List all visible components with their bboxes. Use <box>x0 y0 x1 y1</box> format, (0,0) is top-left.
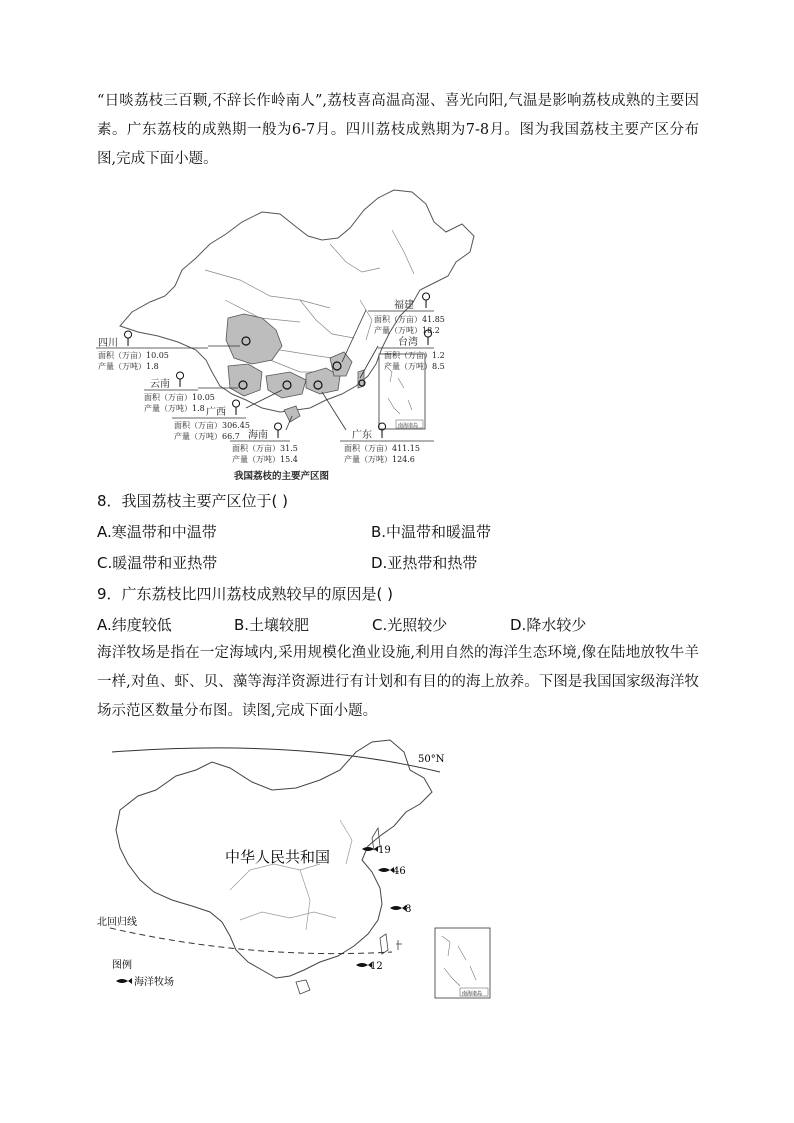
intro-paragraph-lychee: “日啖荔枝三百颗,不辞长作岭南人”,荔枝喜高温高湿、喜光向阳,气温是影响荔枝成熟的主要因素。广东荔枝的成熟期一般为6-7月。四川荔枝成熟期为7-8月。图为我国荔枝主要产区分布图,完成下面小题。 <box>97 93 699 167</box>
svg-text:面积（万亩）411.15: 面积（万亩）411.15 <box>344 444 420 453</box>
svg-text:面积（万亩）1.2: 面积（万亩）1.2 <box>384 351 445 360</box>
inset-label-2: 南海诸岛 <box>462 991 483 997</box>
svg-text:产量（万吨）1.8: 产量（万吨）1.8 <box>144 404 205 413</box>
q9-option-d[interactable]: D.降水较少 <box>510 616 587 634</box>
ranch-count-8: 8 <box>405 904 412 915</box>
legend-item: 海洋牧场 <box>134 977 174 988</box>
svg-text:面积（万亩）10.05: 面积（万亩）10.05 <box>98 351 169 360</box>
tropic-of-cancer-line <box>110 928 392 954</box>
latitude-50n-line <box>112 748 440 772</box>
fish-legend-icon <box>116 978 132 984</box>
lat-50n-label: 50°N <box>418 754 445 765</box>
tropic-label: 北回归线 <box>97 917 137 928</box>
q9-option-a[interactable]: A.纬度较低 <box>97 616 172 634</box>
q9-option-b[interactable]: B.土壤较肥 <box>234 616 310 634</box>
svg-text:面积（万亩）31.5: 面积（万亩）31.5 <box>232 444 298 453</box>
svg-text:面积（万亩）41.85: 面积（万亩）41.85 <box>374 315 445 324</box>
svg-text:产量（万吨）1.8: 产量（万吨）1.8 <box>98 362 159 371</box>
region-name-fujian: 福建 <box>394 300 414 311</box>
map-caption: 我国荔枝的主要产区图 <box>234 471 330 482</box>
svg-text:面积（万亩）306.45: 面积（万亩）306.45 <box>174 421 250 430</box>
q9-option-c[interactable]: C.光照较少 <box>372 616 448 634</box>
svg-text:产量（万吨）15.4: 产量（万吨）15.4 <box>232 455 298 464</box>
intro-paragraph-marine-ranch: 海洋牧场是指在一定海域内,采用规模化渔业设施,利用自然的海洋生态环境,像在陆地放牧牛羊一样,对鱼、虾、贝、藻等海洋资源进行有计划和有目的的海上放养。下图是我国国家级海洋牧场示范区数量分布图。读图,完成下面小题。 <box>97 645 699 719</box>
svg-text:产量（万吨）124.6: 产量（万吨）124.6 <box>344 455 415 464</box>
ranch-count-46: 46 <box>393 866 406 877</box>
q8-option-b[interactable]: B.中温带和暖温带 <box>371 523 492 541</box>
q8-option-a[interactable]: A.寒温带和中温带 <box>97 523 217 541</box>
south-china-sea-inset-2 <box>435 928 490 998</box>
svg-text:产量（万吨）66.7: 产量（万吨）66.7 <box>174 432 240 441</box>
region-name-guangxi: 广西 <box>206 407 226 418</box>
region-name-sichuan: 四川 <box>98 338 118 349</box>
legend-title: 图例 <box>112 960 132 971</box>
region-name-yunnan: 云南 <box>150 379 170 390</box>
ranch-count-19: 19 <box>378 845 391 856</box>
q8-option-c[interactable]: C.暖温带和亚热带 <box>97 554 218 572</box>
country-label: 中华人民共和国 <box>225 848 331 866</box>
svg-text:面积（万亩）10.05: 面积（万亩）10.05 <box>144 393 215 402</box>
region-name-taiwan: 台湾 <box>398 337 418 348</box>
svg-text:产量（万吨）8.5: 产量（万吨）8.5 <box>384 362 445 371</box>
q8-option-d[interactable]: D.亚热带和热带 <box>371 554 478 572</box>
question-9-stem: 9．广东荔枝比四川荔枝成熟较早的原因是( ) <box>97 585 394 603</box>
svg-text:产量（万吨）18.2: 产量（万吨）18.2 <box>374 326 440 335</box>
inset-label: 南海诸岛 <box>398 423 419 429</box>
region-name-guangdong: 广东 <box>352 430 372 441</box>
region-name-hainan: 海南 <box>248 430 268 441</box>
ranch-count-12: 12 <box>370 961 383 972</box>
question-8-stem: 8．我国荔枝主要产区位于( ) <box>97 492 289 510</box>
